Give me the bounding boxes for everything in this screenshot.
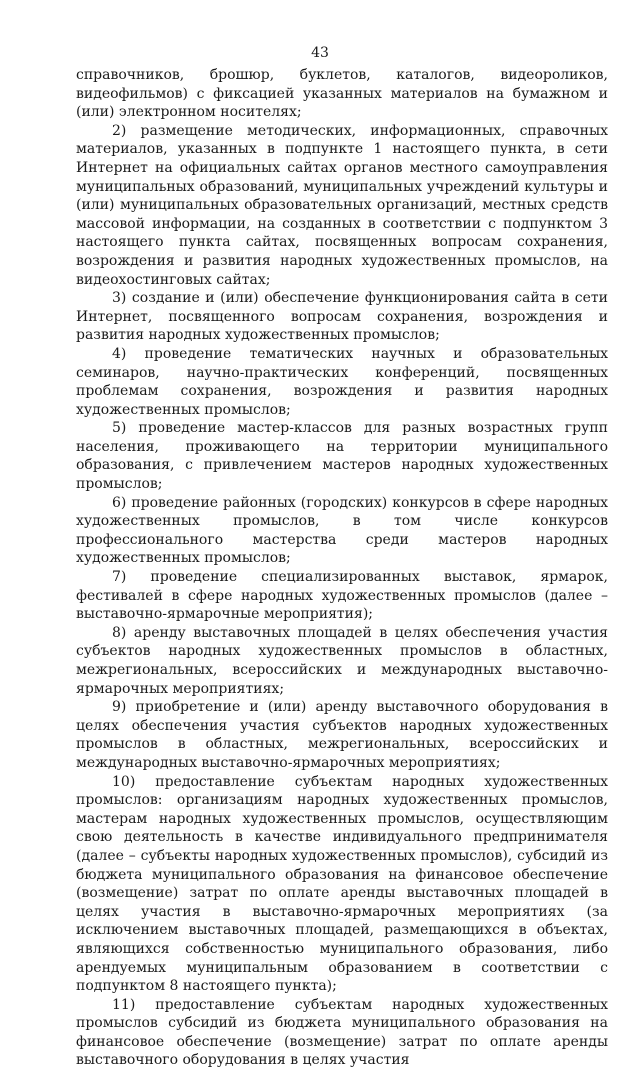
paragraph-item-11: 11) предоставление субъектам народных художественных промыслов субсидий из бюджета муниципального образования на финансовое обеспечение (возмещение) затрат по оплате аренды выставочного оборудования в целях участия bbox=[76, 996, 608, 1069]
page-number: 43 bbox=[311, 45, 329, 61]
paragraph-item-6: 6) проведение районных (городских) конкурсов в сфере народных художественных промыслов, в том числе конкурсов профессионального мастерства среди мастеров народных художественных промыслов; bbox=[76, 494, 608, 567]
paragraph-continuation: справочников, брошюр, буклетов, каталогов, видеороликов, видеофильмов) с фиксацией указанных материалов на бумажном и (или) электронном носителях; bbox=[76, 67, 608, 121]
paragraph-item-4: 4) проведение тематических научных и образовательных семинаров, научно-практических конференций, посвященных проблемам сохранения, возрождения и развития народных художественных промыслов; bbox=[76, 345, 608, 418]
paragraph-item-2: 2) размещение методических, информационных, справочных материалов, указанных в подпункте 1 настоящего пункта, в сети Интернет на официальных сайтах органов местного самоуправления муниципальных образований, муниципальных учреждений культуры и (или) муниципальных образовательных организаций, местных средств массовой информации, на созданных в соответствии с подпунктом 3 настоящего пункта сайтах, посвященных вопросам сохранения, возрождения и развития народных художественных промыслов, на видеохостинговых сайтах; bbox=[76, 122, 608, 288]
paragraph-item-7: 7) проведение специализированных выставок, ярмарок, фестивалей в сфере народных художественных промыслов (далее – выставочно-ярмарочные мероприятия); bbox=[76, 569, 608, 623]
paragraph-item-5: 5) проведение мастер-классов для разных возрастных групп населения, проживающего на территории муниципального образования, с привлечением мастеров народных художественных промыслов; bbox=[76, 420, 608, 493]
document-body bbox=[76, 66, 608, 1070]
paragraph-item-10: 10) предоставление субъектам народных художественных промыслов: организациям народных художественных промыслов, мастерам народных художественных промыслов, осуществляющим свою деятельность в качестве индивидуального предпринимателя (далее – субъекты народных художественных промыслов), субсидий из бюджета муниципального образования на финансовое обеспечение (возмещение) затрат по оплате аренды выставочных площадей в целях участия в выставочно-ярмарочных мероприятиях (за исключением выставочных площадей, размещающихся в объектах, являющихся собственностью муниципального образования, либо арендуемых муниципальным образованием в соответствии с подпунктом 8 настоящего пункта); bbox=[76, 773, 608, 995]
paragraph-item-8: 8) аренду выставочных площадей в целях обеспечения участия субъектов народных художественных промыслов в областных, межрегиональных, всероссийских и международных выставочно-ярмарочных мероприятиях; bbox=[76, 624, 608, 697]
paragraph-item-9: 9) приобретение и (или) аренду выставочного оборудования в целях обеспечения участия субъектов народных художественных промыслов в областных, межрегиональных, всероссийских и международных выставочно-ярмарочных мероприятиях; bbox=[76, 699, 608, 771]
paragraph-item-3: 3) создание и (или) обеспечение функционирования сайта в сети Интернет, посвященного вопросам сохранения, возрождения и развития народных художественных промыслов; bbox=[76, 290, 608, 344]
